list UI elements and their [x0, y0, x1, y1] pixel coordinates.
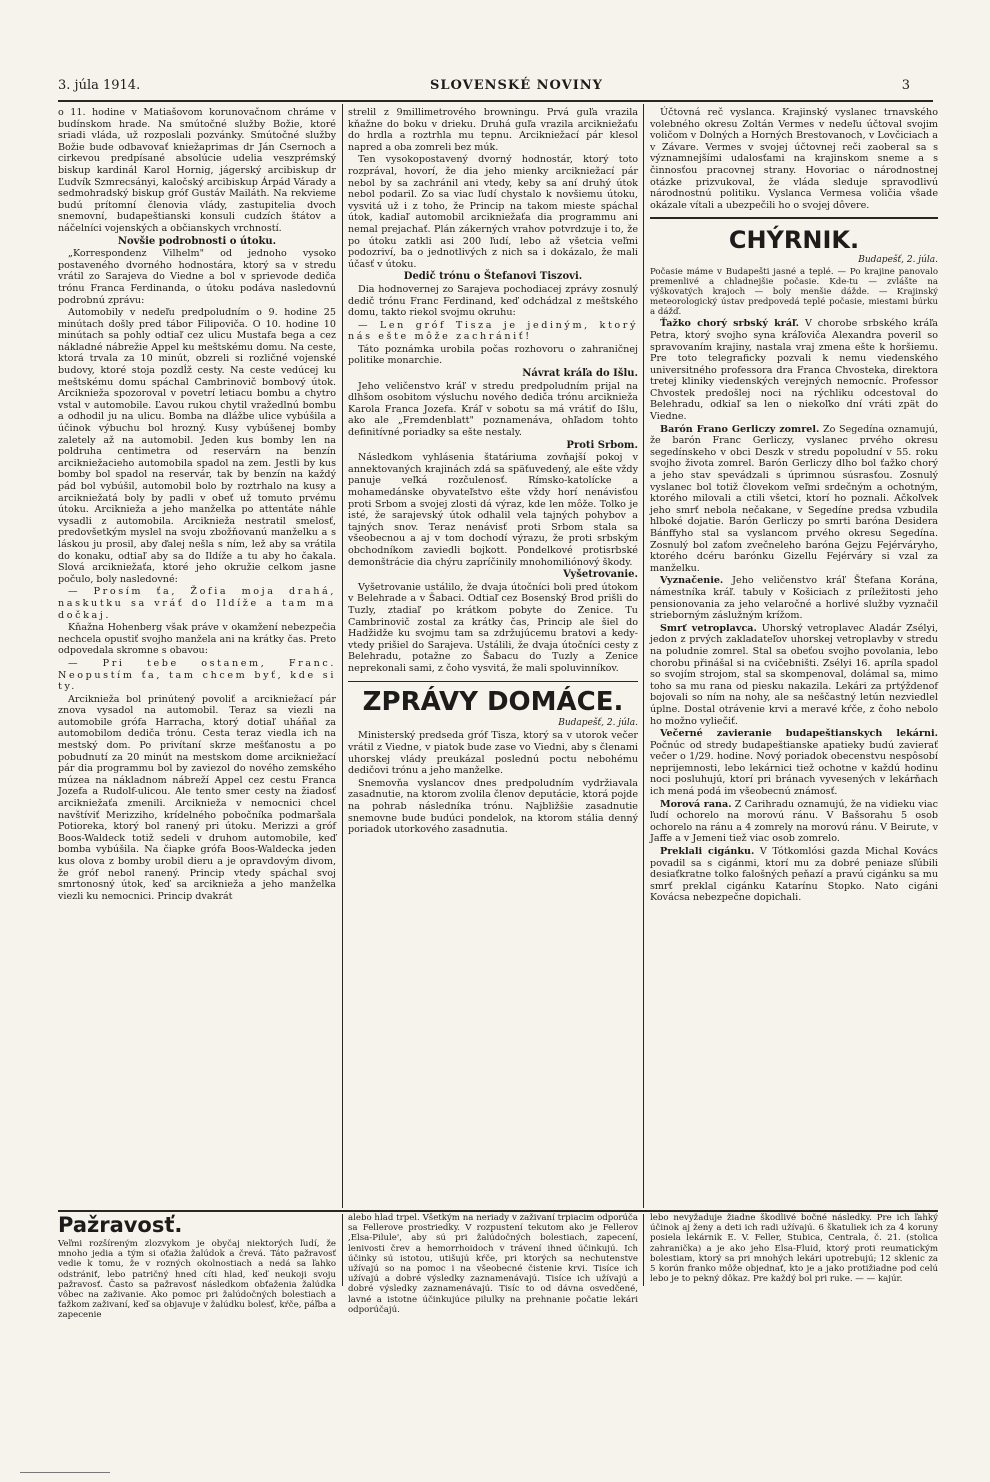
col2-paragraph: Snemovňa vyslancov dnes predpoludním vydržiavala zasadnutie, na ktorom zvolila členov deputácie, ktorá pojde na pohrab následníka trónu. Najbližšie zasadnutie snemovne bude budúci pondelok, na ktorom stália denný poriadok utorkového zasadnutia.	[348, 777, 638, 836]
item-title: Večerné zavieranie budapeštianskych lekárni.	[660, 728, 938, 740]
item-title: Ťažko chorý srbský kráľ.	[660, 318, 800, 330]
col1-paragraph: — Pri tebe ostanem, Franc. Neopustím ťa, tam chcem byť, kde si ty.	[58, 657, 336, 693]
item-title: Smrť vetroplavca.	[660, 622, 757, 634]
ad-title: Pažravosť.	[58, 1213, 183, 1237]
col2-section-rule	[348, 681, 638, 682]
col3-intro: Účtovná reč vyslanca. Krajinský vyslanec trnavského volebného okresu Zoltán Vermes v nedeľu účtoval svojim voličom v Dolných a Horných Brestovanoch, v Lovčiciach a v Závare. Vermes v svojej účtovnej reči zaoberal sa s významnejšími udalosťami na krajinskom sneme a s činnosťou pracovnej strany. Hovoriac o národnostnej otázke prizvukoval, že vláda sleduje spravodlivú národnostnú politiku. Vyslanca Vermesa voličia všade okázale vítali a ubezpečili ho o svojej dôvere.	[650, 107, 938, 211]
col2-paragraph: Ministerský predseda gróf Tisza, ktorý sa v utorok večer vrátil z Viedne, v piatok bude zase vo Viedni, aby s členami uhorskej vlády preukázal poslednú poctu nebohému dedičovi trónu a jeho manželke.	[348, 730, 638, 777]
col2-paragraph: Ten vysokopostavený dvorný hodnostár, ktorý toto rozprával, hovorí, že dia jeho mienky arcikniežací pár nebol by sa zachránil ani vtedy, keby sa aní druhý útok nebol podaril. Zo sa viac ľudí chystalo k novšiemu útoku, vysvitá už i z toho, že Princip na takom mieste spáchal útok, kadiaľ automobil arcikniežaťa dia programmu ani nemal prejachať. Plán zákerných vrahov potvrdzuje i to, že po útoku zatkli asi 200 ľudí, lebo až všetcia veľmi podozriví, ba o jednotlivých z nich sa i dokázalo, že mali účasť v útoku.	[348, 154, 638, 270]
col1-paragraph: — Prosím ťa, Žofia moja drahá, naskutku sa vráť do Ildíže a tam ma dočkaj.	[58, 586, 336, 621]
col1-intro: o 11. hodine v Matiašovom korunovačnom chráme v budínskom hrade. Na smútočné služby Božie, ktoré sriadi vláda, už rozposlali pozvánky. Smútočné služby Božie bude odbavovať kniežaprimas dr Ján Csernoch a cirkevou predpísané absolúcie udelia veszprémský biskup kardinál Karol Hornig, jágerský arcibiskup dr Ľudvík Szmrecsányi, kaločský arcibiskup Árpád Várady a sedmohradský biskup gróf Gustáv Mailáth. Na rekvieme budú prítomní členovia vlády, zastupitelia dvoch snemovní, budapeštianski konsuli cudzích štátov a náčelníci vojenských a občianskych vrchností.	[58, 107, 336, 234]
column-1	[58, 107, 336, 1207]
col2-heading-vysetrovanie: Vyšetrovanie.	[563, 569, 638, 581]
issue-date: 3. júla 1914.	[58, 78, 141, 93]
col2-heading-dedic: Dedič trónu o Štefanovi Tiszovi.	[403, 271, 583, 283]
col2-paragraph: Táto poznámka urobila počas rozhovoru o zahraničnej politike monarchie.	[348, 343, 638, 367]
item-text: Z Carihradu oznamujú, že na vidieku viac ľudí ochorelo na morovú ránu. V Bašsorahu 5 osob ochorelo na ránu a 4 zomrely na morovú ránu. V Beirute, v Jaffe a v Jemeni tiež viac osob zomrelo.	[650, 798, 938, 845]
col2-paragraph: Dia hodnovernej zo Sarajeva pochodiacej zprávy zosnulý dedič trónu Franc Ferdinand, keď odchádzal z meštského domu, takto riekol svojmu okruhu:	[348, 283, 638, 319]
item-text: Zo Segedína oznamujú, že barón Franc Gerliczy, vyslanec prvého okresu segedínskeho v obci Deszk v stredu popoludní v 55. roku svojho života zomrel. Barón Gerliczy dlho bol ťažko chorý a jeho stav spevádzali s úprimnou súsrasťou. Zosnulý vyslanec bol totiž človekom veľmi srdečným a ochotným, ktorého milovali a ctili všetci, ktorí ho poznali. Ačkoľvek jeho smrť nebola nečakane, v Segedíne predsa vzbudila hlboké dojatie. Barón Gerliczy po smrti baróna Desidera Bánffyho stal sa vyslancom prvého okresu Segedína. Zosnulý bol zaťom zvečneleho baróna Gejzu Fejérváryho, ktorého dcéru barónku Gizellu Fejérváry si vzal za manželku.	[650, 423, 938, 574]
col1-paragraph: Automobily v nedeľu predpoludním o 9. hodine 25 minútach došly pred tábor Filipoviča. O 10. hodine 10 minútach sa pohly odtiaľ cez ulicu Mustafa bega a cez nákladné nábrežie Appel ku meštskému domu. Na ceste, ktorá trvala za 10 minút, obzreli si rozličné vojenské budovy, ktoré stoja pozdĺž cesty. Na ceste vedúcej ku meštskému domu spáchal Cambrinovič bombový útok. Arcikniežа spozoroval v povetrí letiacu bombu a chytro vstal v automobile. Ľavou rukou chytil vražedlnú bombu a odhodil ju na ulicu. Bomba na dlážbe ulice vybúšila a účinok výbuchu bol hrozný. Kusy vybúšenej bomby zaletely až na automobil. Jeden kus bomby len na poldruha centimetra od reservárn na benzín arcikniežacieho automobila spadol na zem. Jestli by kus bomby bol spadol na reservár, tak by benzín na každý pád bol vybúšil, automobil bolo by roztrhalo na kusy a arcikniežatá boly by padli v obeť už tomuto prvému útoku. Arcikniežа a jeho manželka po attentáte náhle vysadli z automobila. Arcikniežа nestratil smelosť, predovšetkým myslel na svoju zbožňovanú manželku a s láskou ju prosil, aby ďalej nešla s ním, lež aby sa vrátila do konaku, odtiaľ aby sa do Ildíže a tu aby ho čakala. Slová arcikniežaťa, ktoré jeho okružie celkom jasne počulo, boly nasledovné:	[58, 307, 336, 585]
item-title: Preklali cigánku.	[660, 846, 755, 858]
col1-paragraph: Kňažna Hohenberg však práve v okamžení nebezpečia nechcela opustiť svojho manžela ani na krátky čas. Preto odpovedala skromne s obavou:	[58, 622, 336, 657]
weather-report: Počasie máme v Budapešti jasné a teplé. — Po krajine panovalo premenlivé a chladnejšie počasie. Kde-tu — zvlášte na výškovatých krajoch — boly menšie dážde. — Krajinský meteorologický ústav predpovedá teplé počasie, miestami búrku a dážď.	[650, 267, 938, 318]
chyrnik-heading: CHÝRNIK.	[728, 225, 860, 254]
ad-divider-2	[643, 1214, 644, 1286]
column-divider-2	[643, 104, 644, 1208]
newspaper-title: SLOVENSKÉ NOVINY	[430, 78, 603, 93]
column-divider-1	[342, 104, 343, 1208]
col1-heading: Novšie podrobnosti o útoku.	[117, 235, 277, 247]
col2-paragraph: Následkom vyhlásenia štatáriuma zovňajší pokoj v annektovaných krajinách zdá sa späťuvedený, ale ešte vždy panuje veľká rozčulenosť. Rímsko-katolícke a mohamedánske obyvateľstvo ešte vždy horí nenávisťou proti Srbom a svojej zlosti dá výraz, kde len môže. Tolko je isté, že sarajevský útok odhalil vela tajných pohybov a tajných snov. Teraz nenávisť proti Srbom stala sa všeobecnou a aj v tom dochodí výrazu, že proti srbským obchodníkom zaviedli bojkott. Pondelkové protisrbské demonštrácie dia chýru zapríčinily mnohomiliónový škody.	[348, 452, 638, 568]
col2-intro: strelil z 9millimetrového browningu. Prvá guľa vrazila kňažne do boku v drieku. Druhá guľa vrazila arcikniežaťu do hrdla a roztrhla mu tepnu. Arcikniežací pár klesol napred a oba zomreli bez múk.	[348, 107, 638, 153]
col3-section-rule	[650, 217, 938, 218]
zpravy-domace-heading: ZPRÁVY DOMÁCE.	[362, 686, 624, 717]
ad-column-3	[650, 1213, 938, 1291]
item-text: Jeho veličenstvo kráľ Štefana Korána, námestníka kráľ. tabuly v Košiciach z príležitosti jeho pensionovania za jeho velaročné a horlivé služby vyznačil strieborným záslužným krížom.	[650, 575, 938, 622]
item-text: V Tótkomlósi gazda Michal Kovács povadil sa s cigánmi, ktorí mu za dobré peniaze sľúbili desiaťkratne tolko falošných peňazí a pravú cigánku sa mu smrť preklal cigánku Katarínu Stopko. Nato cigáni Kovácsa nebezpečne dopichali.	[650, 846, 938, 904]
ad-text: Veľmi rozšíreným zlozvykom je obyčaj niektorých ľudí, že mnoho jedia a tým si oťažia žalúdok a črevá. Táto pažravosť vedie k tomu, že v rozných okolnostiach a nedá sa ľahko odstrániť, lebo patričný hned cíti hlad, keď neukoji svoju pažravosť. Často sa pažravosť následkom obťaženia žalúdka vôbec na zaživanie. Ako pomoc pri žalúdočných bolestiach a ťažkom zaživaní, keď sa objavuje v žalúdku bolesť, kŕče, páľba a zapecenie	[58, 1239, 337, 1321]
col1-paragraph: Arcikniežа bol prinútený povoliť a arcikniežací pár znova vysadol na automobil. Teraz sa viezli na automobile grófa Harracha, ktorý dotiaľ uháňal za automobilom dediča trónu. Cesta teraz viedla ich na mestský dom. Po privítaní skrze mešťanostu a po pobudnutí za 20 minút na mestskom dome arcikniežací pár dia programmu bol by zaviezol do nového zemského múzea na nákladnom nábreží Appel cez cestu Franca Jozefa a Rudolf-ulicou. Ale tento smer cesty na žiadosť arcikniežaťa zmenili. Arcikniežа v nemocnici chcel navštíviť Merizziho, krídelného pobočníka podmaršala Potioreka, ktorý bol ranený pri útoku. Merizzi a gróf Boos-Waldeck totiž sedeli v druhom automobile, keď bomba vybúšila. Na čiapke grófa Boos-Waldecka jeden kus olova z bomby urobil dieru a je opravdovým divom, že gróf nebol ranený. Princip vtedy spáchal svoj smrtonosný útok, keď sa arcikniežа a jeho manželka viezli ku nemocnici. Princip dvakrát	[58, 693, 336, 902]
ad-text: lebo nevyžaduje žiadne škodlivé bočné následky. Pre ich ľahký účinok aj ženy a deti ich radi užívajú. 6 škatuliek ich za 4 koruny posiela lekárnik E. V. Feller, Stubica, Centrala, č. 21. (stolica zahranička) a je ako jeho Elsa-Fluid, ktorý proti reumatickým bolestiam, ktorý sa pri mnohých lekári upotrebujú; 12 sklenic za 5 korún franko môže objednať, kto je a jako protižiadne pod celú lebo je to pekný dôkaz. Pre každý bol pri ruke. — — kajúr.	[650, 1213, 938, 1285]
column-3	[650, 107, 938, 1207]
chyrnik-dateline: Budapešť, 2. júla.	[858, 254, 938, 265]
item-title: Morová rana.	[660, 798, 732, 810]
ad-column-1	[58, 1213, 337, 1321]
zpravy-domace-dateline: Budapešť, 2. júla.	[558, 717, 638, 728]
col2-heading-srbom: Proti Srbom.	[566, 439, 638, 451]
item-text: Uhorský vetroplavec Aladár Zsélyi, jedon z prvých zakladateľov uhorskej vetroplavby v stredu na poludnie zomrel. Stal sa obeťou svojho povolania, lebo chorobu přinášal si na cvičebništi. Zsélyi 16. apríla spadol so svojím strojom, stal sa skompenoval, dolámal sa, mimo toho sa mu rana od piesku nakazila. Lekári za prtýždenof bojovali so ním na nohy, ale sa neščastný letún nezviedlel úplne. Dostal otrávenie krvi a meravé kŕče, z čoho nebolo ho možno vyliečiť.	[650, 622, 938, 727]
item-title: Barón Frano Gerliczy zomrel.	[660, 423, 820, 435]
masthead-rule	[58, 100, 933, 102]
col2-heading-navrat: Návrat kráľa do Išlu.	[522, 368, 638, 380]
ad-column-2	[348, 1213, 638, 1315]
column-2	[348, 107, 638, 1207]
page-number: 3	[901, 78, 910, 93]
item-text: Počnúc od stredy budapeštianske apatieky budú zavierať večer o 1/29. hodine. Nový poriadok obecenstvu nespôsobí neprijemnosti, lebo lekárnici tiež ochotne v každú hodinu noci posluhujú, ktorí pri bránach vyvesených v lekárňach ich mená podá im všeobecnú známosť.	[650, 739, 938, 798]
item-title: Vyznačenie.	[660, 575, 724, 587]
ad-top-rule	[58, 1210, 938, 1212]
ad-divider-1	[342, 1214, 343, 1286]
col1-paragraph: „Korrespondenz Vilhelm" od jednoho vysoko postaveného dvorného hodnostára, ktorý sa v stredu vrátil zo Sarajeva do Viedne a bol v sprievode dediča trónu Franca Ferdinanda, o útoku podáva nasledovnú podrobnú zprávu:	[58, 248, 336, 306]
masthead	[40, 78, 980, 100]
footer-mark	[20, 1472, 110, 1473]
col2-paragraph: Jeho veličenstvo kráľ v stredu predpoludním prijal na dlhšom osobitom výsluchu nového dediča trónu arcikniežа Karola Franca Jozefa. Kráľ v sobotu sa má vrátiť do Išlu, ako ale „Fremdenblatt" poznamenáva, ohľadom tohto definitívné poriadky sa ešte nestaly.	[348, 380, 638, 439]
col2-paragraph: Vyšetrovanie ustálilo, že dvaja útočníci boli pred útokom v Belehrade a v Šabaci. Odtiaľ cez Bosenský Brod prišli do Tuzly, ztadiaľ po krátkom pobyte do Zenice. Tu Cambrinovič zostal za krátky čas, Princip ale šiel do Hadžidže ku svojmu tam sa zdržujúcemu bratovi a kedy-vtedy prišiel do Sarajeva. Ustálili, že dvaja útočníci cesty z Belehradu, potažne zo Šabacu do Tuzly a Zenice neprekonali sami, z čoho vysvitá, že mali spoluvinníkov.	[348, 581, 638, 674]
col2-quote: — Len gróf Tisza je jediným, ktorý nás ešte môže zachrániť!	[348, 319, 638, 343]
item-text: V chorobe srbského kráľa Petra, ktorý svojho syna kráľoviča Alexandra poveril so spravovaním krajiny, nastala vraj zmena ešte k horšiemu. Pre toto telegraficky pozvali k nemu viedenského universitného professora dra Franca Chvosteka, direktora tretej kliniky viedenských verejných nemocníc. Professor Chvostek predošlej noci na rýchliku odcestoval do Belehradu, odkiaľ sa len o niekoľko dní vráti zpät do Viedne.	[650, 318, 938, 423]
ad-text: alebo hlad trpel. Všetkým na neriady v zaživaní trpiacim odporúča sa Fellerove prostriedky. V rozpustení tekutom ako je Fellerov ,Elsa-Pilule', aby sú pri žalúdočných bolestiach, zapecení, lenivosti črev a hemorrhoidoch v trávení ihned účinkujú. Ich účinky sú istotou, utišujú kŕče, pri ktorých sa nechutenstve užívajú so na pomoc i na všeobecné čistenie krvi. Tisíce ich užívajú a dobré výsledky zaznamenávajú. Tisíce ich užívajú a dobré výsledky zaznamenávajú. Tisíc to od dávna osvedčené, lavné a istotne účinkujúce pilulky na prehnanie počatie lekári odporúčajú.	[348, 1213, 638, 1315]
